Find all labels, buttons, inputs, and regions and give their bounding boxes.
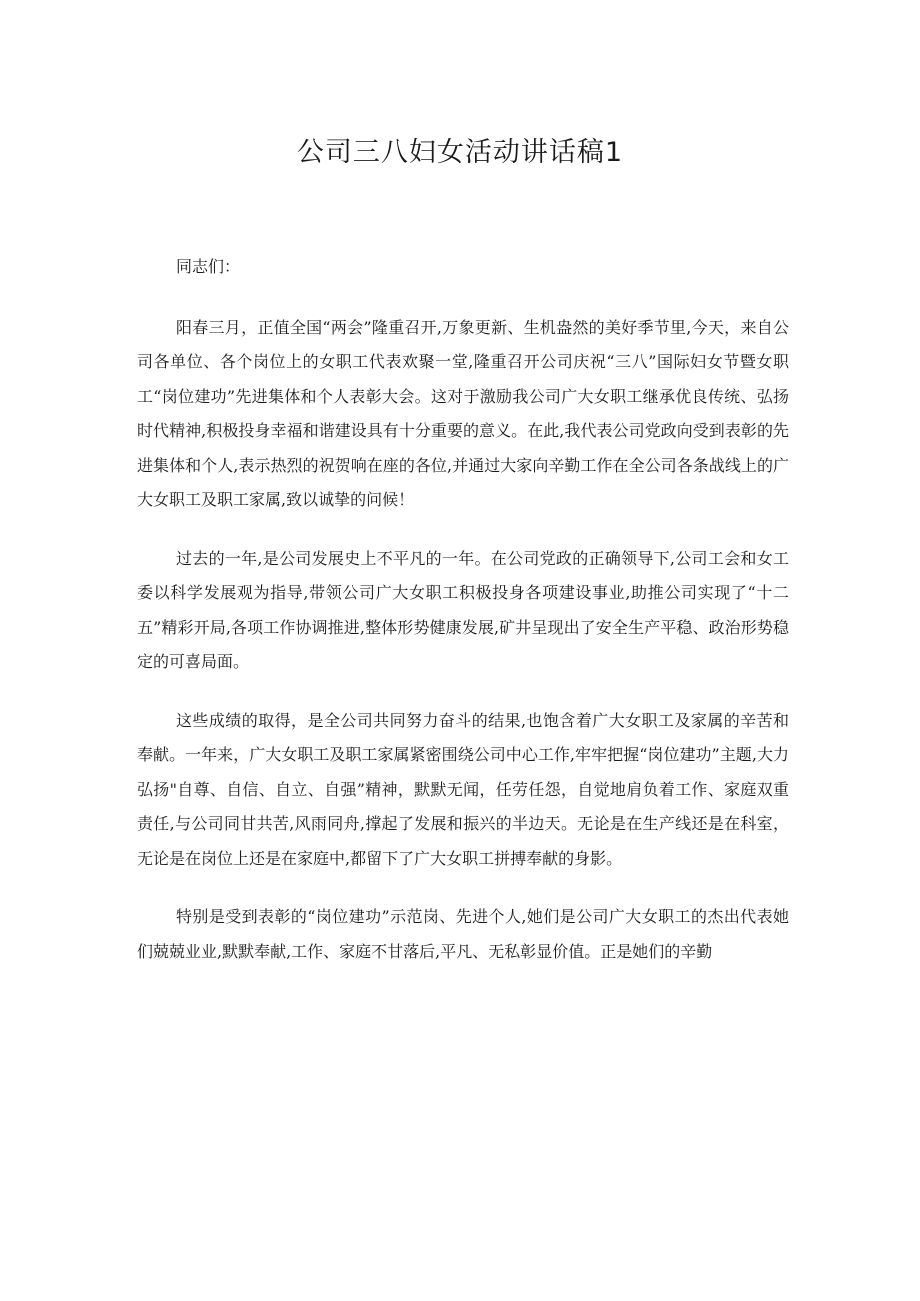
document-body — [137, 250, 789, 993]
document-title: 公司三八妇女活动讲话稿1 — [296, 137, 624, 168]
paragraph-3: 这些成绩的取得，是全公司共同努力奋斗的结果,也饱含着广大女职工及家属的辛苦和奉献。一年来，广大女职工及职工家属紧密围绕公司中心工作,牢牢把握“岗位建功”主题,大力弘扬"自尊、自信、自立、自强”精神，默默无闻，任劳任怨，自觉地肩负着工作、家庭双重责任,与公司同甘共苦,风雨同舟,撑起了发展和振兴的半边天。无论是在生产线还是在科室，无论是在岗位上还是在家庭中,都留下了广大女职工拼搏奉献的身影。 — [137, 710, 789, 868]
salutation: 同志们： — [176, 257, 241, 276]
paragraph-2: 过去的一年,是公司发展史上不平凡的一年。在公司党政的正确领导下,公司工会和女工委以科学发展观为指导,带领公司广大女职工积极投身各项建设事业,助推公司实现了“十二五”精彩开局,各项工作协调推进,整体形势健康发展,矿井呈现出了安全生产平稳、政治形势稳定的可喜局面。 — [137, 548, 789, 671]
paragraph-1: 阳春三月，正值全国“两会”隆重召开,万象更新、生机盎然的美好季节里,今天，来自公司各单位、各个岗位上的女职工代表欢聚一堂,隆重召开公司庆祝“三八”国际妇女节暨女职工“岗位建功”先进集体和个人表彰大会。这对于激励我公司广大女职工继承优良传统、弘扬时代精神,积极投身幸福和谐建设具有十分重要的意义。在此,我代表公司党政向受到表彰的先进集体和个人,表示热烈的祝贺响在座的各位,并通过大家向辛勤工作在全公司各条战线上的广大女职工及职工家属,致以诚挚的问候！ — [137, 317, 789, 509]
paragraph-4: 特别是受到表彰的“岗位建功”示范岗、先进个人,她们是公司广大女职工的杰出代表她们兢兢业业,默默奉献,工作、家庭不甘落后,平凡、无私彰显价值。正是她们的辛勤 — [137, 907, 789, 961]
